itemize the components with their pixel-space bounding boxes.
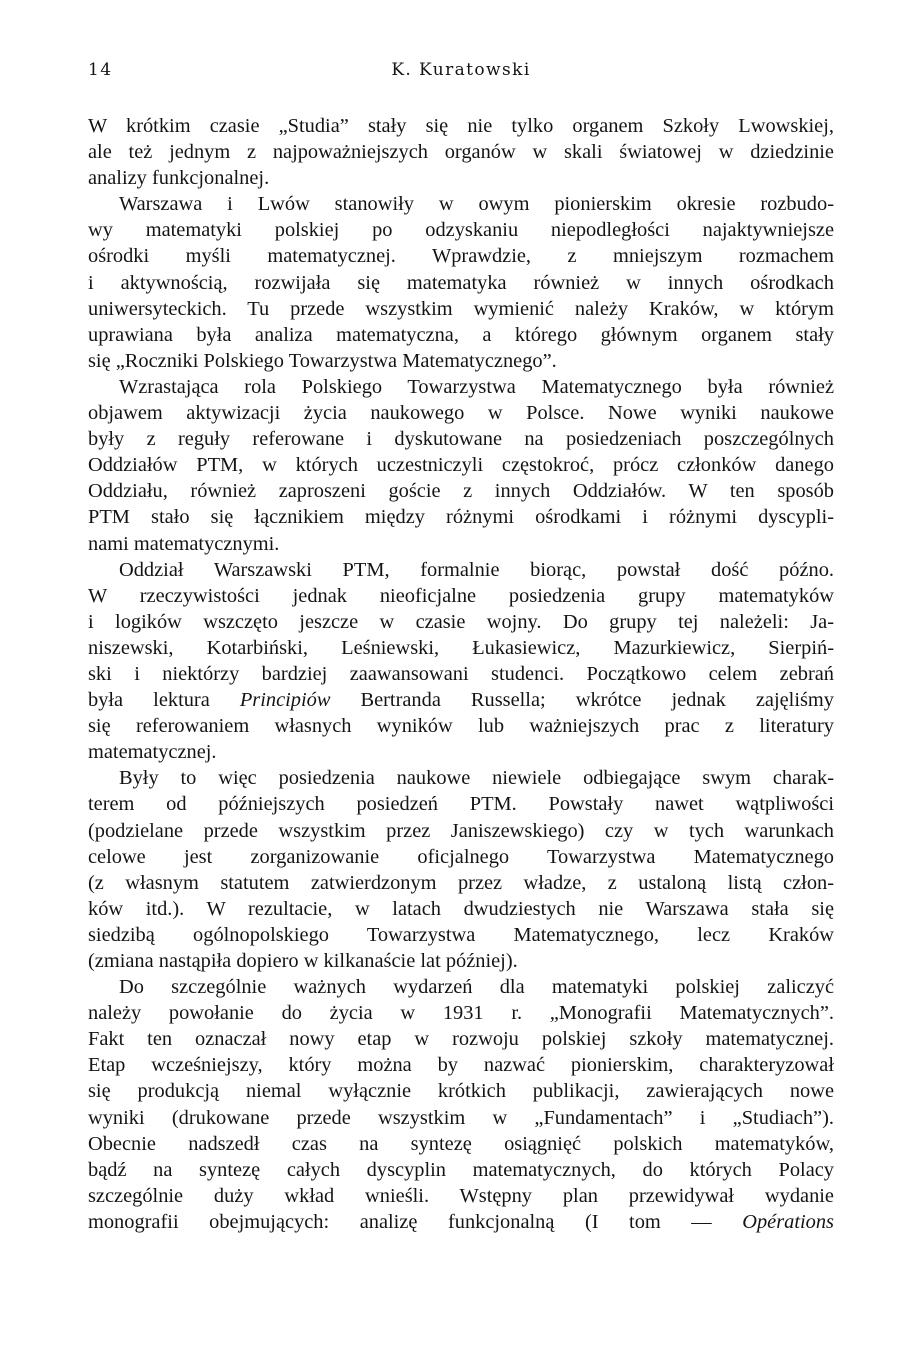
text-line: (zmiana nastąpiła dopiero w kilkanaście lat później). xyxy=(88,950,518,972)
text-line: uprawiana była analiza matematyczna, a którego głównym organem stały xyxy=(88,323,834,346)
text-line: się referowaniem własnych wyników lub ważniejszych prac z literatury xyxy=(88,715,834,738)
text-line: siedzibą ogólnopolskiego Towarzystwa Matematycznego, lecz Kraków xyxy=(88,923,834,946)
text-line: i logików wszczęto jeszcze w czasie wojny. Do grupy tej należeli: Ja- xyxy=(88,610,834,633)
text-line: ski i niektórzy bardziej zaawansowani studenci. Początkowo celem zebrań xyxy=(88,662,834,685)
text-segment: była lektura xyxy=(88,689,240,712)
text-line: ośrodki myśli matematycznej. Wprawdzie, z mniejszym rozmachem xyxy=(88,245,834,268)
text-line: Fakt ten oznaczał nowy etap w rozwoju polskiej szkoły matematycznej. xyxy=(88,1028,834,1051)
text-line: (z własnym statutem zatwierdzonym przez władze, z ustaloną listą człon- xyxy=(88,871,834,894)
text-line: objawem aktywizacji życia naukowego w Polsce. Nowe wyniki naukowe xyxy=(88,402,834,425)
text-line: szczególnie duży wkład wnieśli. Wstępny plan przewidywał wydanie xyxy=(88,1184,834,1207)
text-line: należy powołanie do życia w 1931 r. „Monografii Matematycznych”. xyxy=(88,1002,834,1025)
page-number: 14 xyxy=(88,60,113,80)
text-line-with-italic xyxy=(88,1209,834,1235)
paragraph-4 xyxy=(88,557,834,766)
text-line: i aktywnością, rozwijała się matematyka również w innych ośrodkach xyxy=(88,271,834,294)
text-line: ków itd.). W rezultacie, w latach dwudziestych nie Warszawa stała się xyxy=(88,897,834,920)
running-head-author: K. Kuratowski xyxy=(391,60,531,80)
paragraph-2 xyxy=(88,191,834,374)
text-line: W krótkim czasie „Studia” stały się nie tylko organem Szkoły Lwowskiej, xyxy=(88,115,834,137)
text-line: matematycznej. xyxy=(88,741,217,764)
text-line: Oddziału, również zaproszeni goście z innych Oddziałów. W ten sposób xyxy=(88,480,834,503)
text-line: Były to więc posiedzenia naukowe niewiele odbiegające swym charak- xyxy=(119,767,834,790)
text-line: niszewski, Kotarbiński, Leśniewski, Łukasiewicz, Mazurkiewicz, Sierpiń- xyxy=(88,636,834,659)
italic-title: Principiów xyxy=(239,689,331,712)
text-line: terem od późniejszych posiedzeń PTM. Powstały nawet wątpliwości xyxy=(88,793,834,816)
text-line: wy matematyki polskiej po odzyskaniu niepodległości najaktywniejsze xyxy=(88,219,834,242)
paragraph-1 xyxy=(88,113,834,191)
text-line: Oddziałów PTM, w których uczestniczyli częstokroć, prócz członków danego xyxy=(88,454,834,477)
text-segment: Bertranda Russella; wkrótce jednak zajęliśmy xyxy=(330,689,834,712)
text-segment: monografii obejmujących: analizę funkcjonalną (I tom — xyxy=(88,1210,743,1233)
text-line: Obecnie nadszedł czas na syntezę osiągnięć polskich matematyków, xyxy=(88,1132,834,1155)
text-line: ale też jednym z najpoważniejszych organów w skali światowej w dziedzinie xyxy=(88,141,834,164)
paragraph-6 xyxy=(88,974,834,1235)
paragraph-5 xyxy=(88,765,834,974)
text-line: Wzrastająca rola Polskiego Towarzystwa Matematycznego była również xyxy=(119,375,834,398)
text-line: nami matematycznymi. xyxy=(88,532,280,555)
text-line: celowe jest zorganizowanie oficjalnego Towarzystwa Matematycznego xyxy=(88,845,834,868)
body-text xyxy=(88,113,834,1235)
text-line: Warszawa i Lwów stanowiły w owym pionierskim okresie rozbudo- xyxy=(119,193,834,216)
text-line: analizy funkcjonalnej. xyxy=(88,167,270,190)
text-line: Oddział Warszawski PTM, formalnie biorąc, powstał dość późno. xyxy=(119,558,834,581)
text-line-with-italic xyxy=(88,687,834,713)
italic-title: Opérations xyxy=(742,1210,834,1233)
text-line: wyniki (drukowane przede wszystkim w „Fundamentach” i „Studiach”). xyxy=(88,1106,834,1129)
text-line: W rzeczywistości jednak nieoficjalne posiedzenia grupy matematyków xyxy=(88,584,834,607)
text-line: Etap wcześniejszy, który można by nazwać pionierskim, charakteryzował xyxy=(88,1054,834,1077)
text-line: uniwersyteckich. Tu przede wszystkim wymienić należy Kraków, w którym xyxy=(88,297,834,320)
running-head xyxy=(88,60,834,84)
text-line: były z reguły referowane i dyskutowane na posiedzeniach poszczególnych xyxy=(88,428,834,451)
paragraph-3 xyxy=(88,374,834,557)
text-line: (podzielane przede wszystkim przez Janiszewskiego) czy w tych warunkach xyxy=(88,819,834,842)
text-line: się produkcją niemal wyłącznie krótkich publikacji, zawierających nowe xyxy=(88,1080,834,1103)
text-line: Do szczególnie ważnych wydarzeń dla matematyki polskiej zaliczyć xyxy=(119,976,834,999)
text-line: PTM stało się łącznikiem między różnymi ośrodkami i różnymi dyscypli- xyxy=(88,506,834,529)
text-line: bądź na syntezę całych dyscyplin matematycznych, do których Polacy xyxy=(88,1158,834,1181)
text-line: się „Roczniki Polskiego Towarzystwa Matematycznego”. xyxy=(88,349,557,372)
